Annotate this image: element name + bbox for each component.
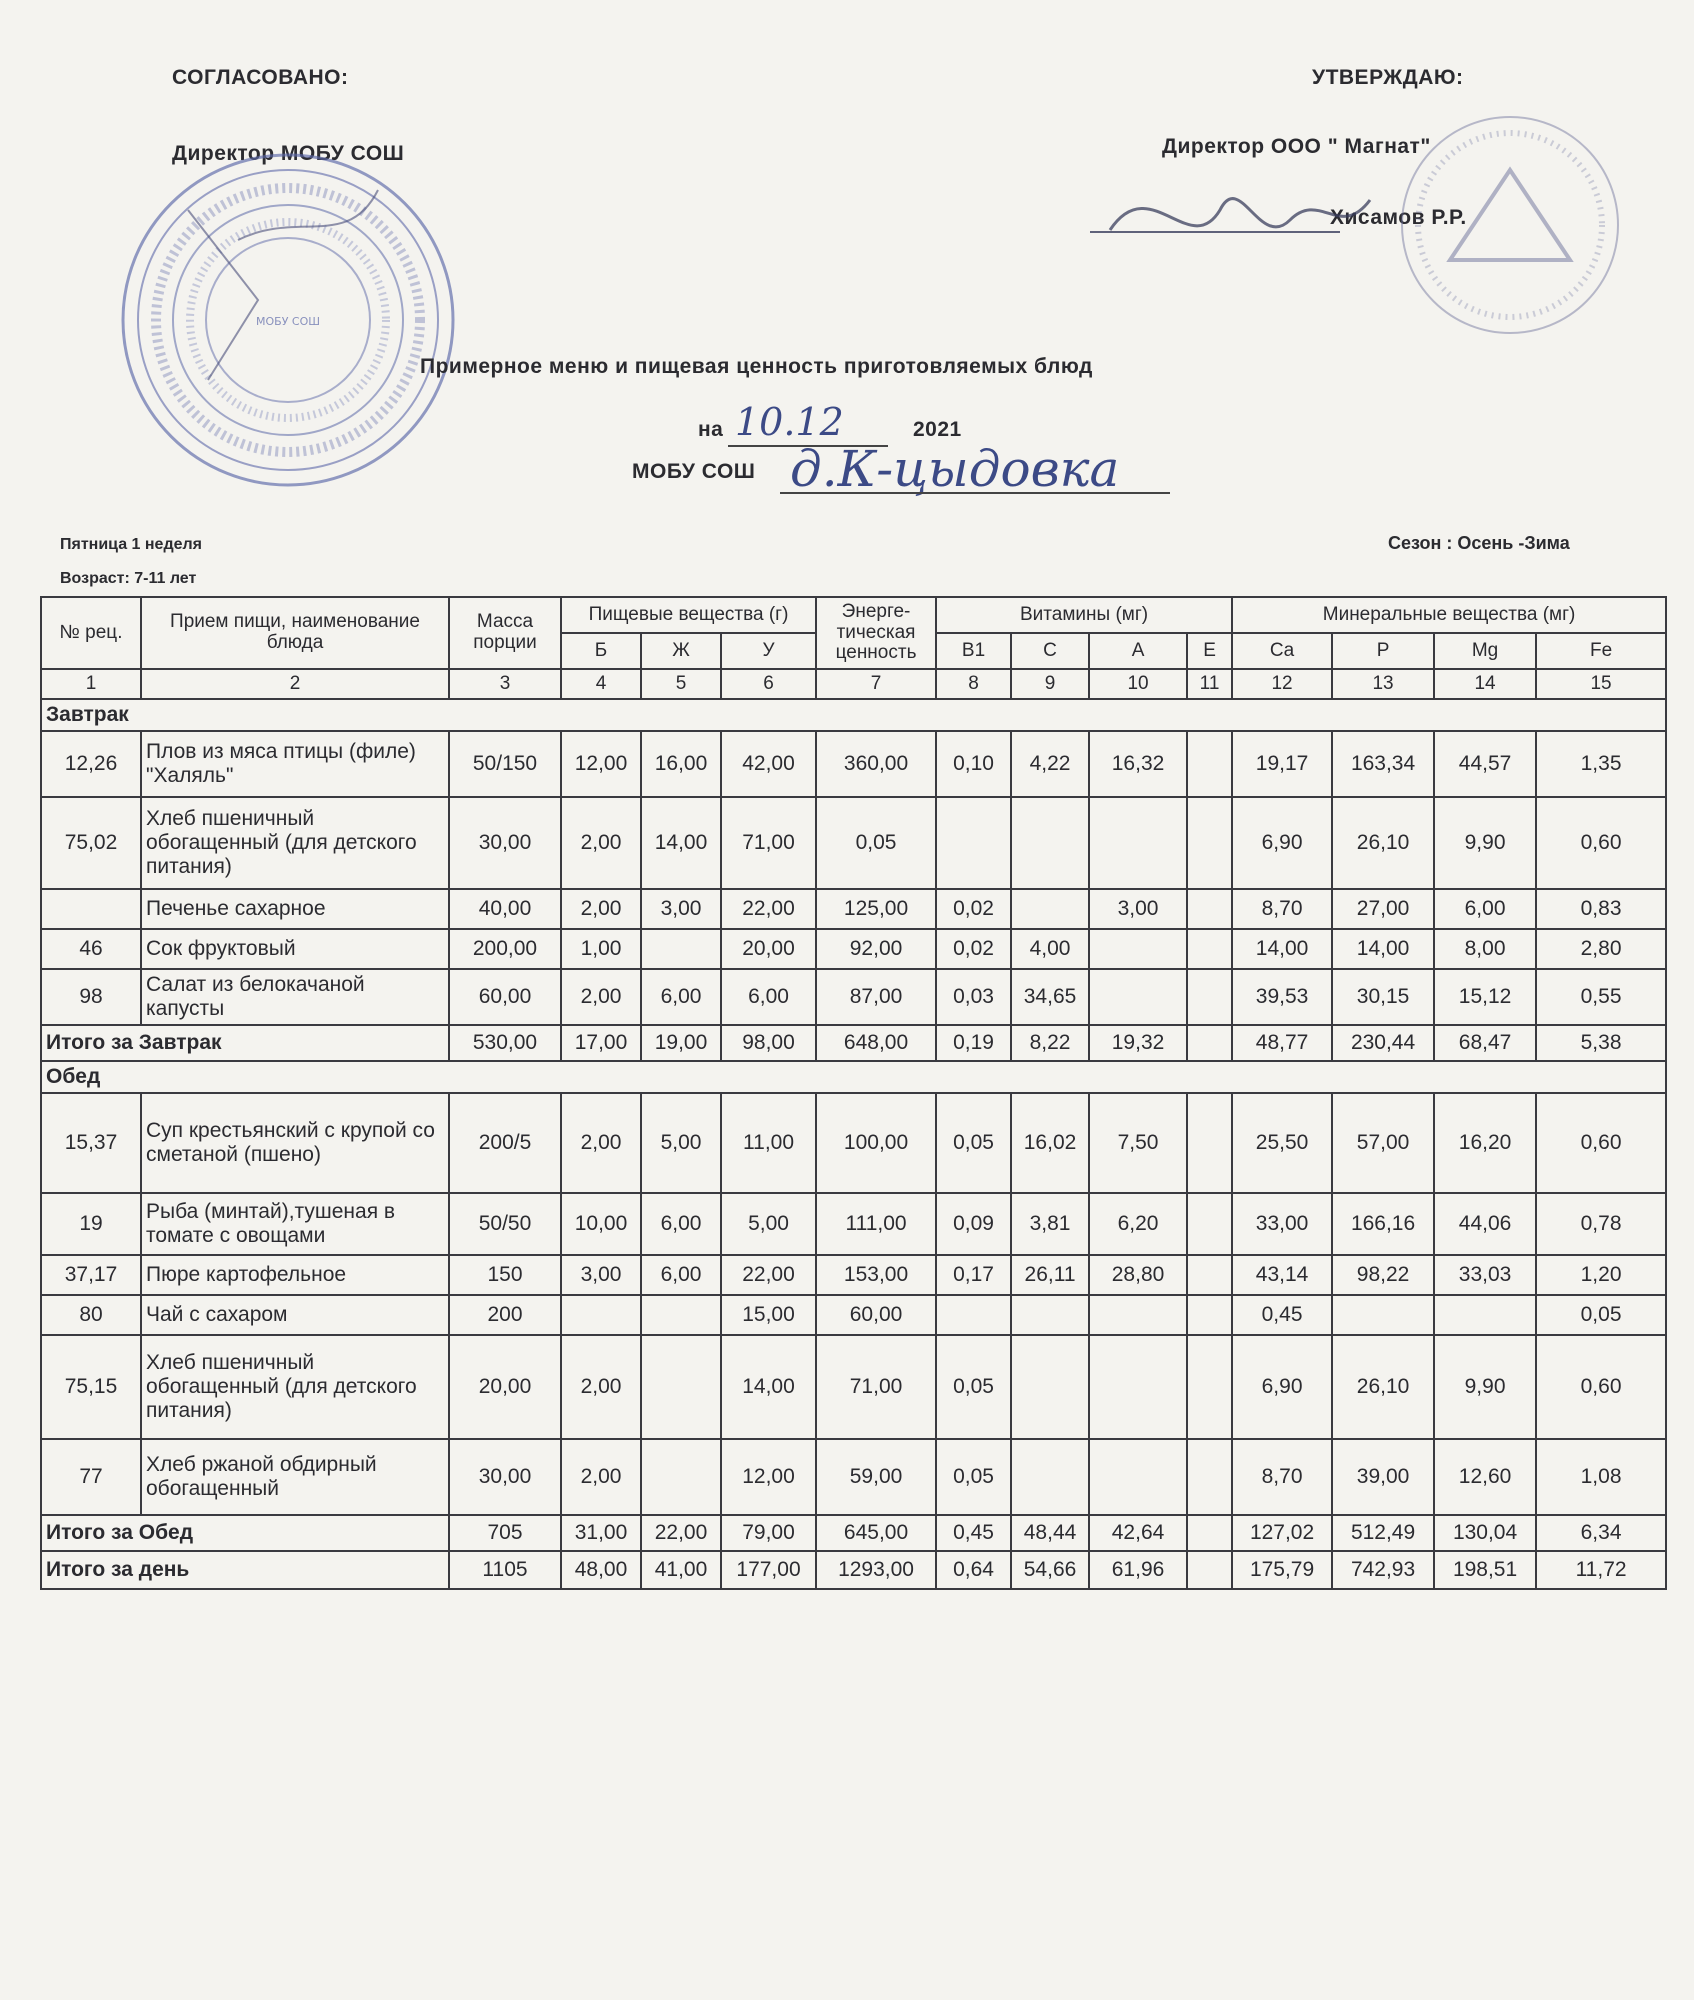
- total-value: [1187, 1025, 1232, 1061]
- value-cell: 11,00: [721, 1093, 816, 1193]
- signature-and-stamp-right: [1090, 110, 1650, 350]
- value-cell: 0,17: [936, 1255, 1011, 1295]
- column-index-cell: 14: [1434, 669, 1536, 699]
- value-cell: 44,06: [1434, 1193, 1536, 1255]
- value-cell: 0,02: [936, 929, 1011, 969]
- value-cell: 0,55: [1536, 969, 1666, 1025]
- value-cell: 33,03: [1434, 1255, 1536, 1295]
- value-cell: 98,22: [1332, 1255, 1434, 1295]
- subheader-cell: У: [721, 633, 816, 669]
- value-cell: 200: [449, 1295, 561, 1335]
- value-cell: 0,02: [936, 889, 1011, 929]
- rec-no-cell: 75,15: [41, 1335, 141, 1439]
- total-value: 5,38: [1536, 1025, 1666, 1061]
- season-label: Сезон : Осень -Зима: [1388, 533, 1570, 553]
- value-cell: 0,10: [936, 731, 1011, 797]
- section-total-row: [41, 1515, 1666, 1551]
- table-row: [41, 1093, 1666, 1193]
- day-total-value: 11,72: [1536, 1551, 1666, 1589]
- value-cell: 6,00: [721, 969, 816, 1025]
- total-value: 648,00: [816, 1025, 936, 1061]
- value-cell: 2,80: [1536, 929, 1666, 969]
- value-cell: 34,65: [1011, 969, 1089, 1025]
- total-label: Итого за Завтрак: [41, 1025, 449, 1061]
- value-cell: 125,00: [816, 889, 936, 929]
- value-cell: 6,90: [1232, 797, 1332, 889]
- subheader-cell: A: [1089, 633, 1187, 669]
- value-cell: 12,00: [561, 731, 641, 797]
- value-cell: 6,00: [641, 1255, 721, 1295]
- column-index-cell: 13: [1332, 669, 1434, 699]
- total-value: [1187, 1515, 1232, 1551]
- value-cell: 16,20: [1434, 1093, 1536, 1193]
- total-value: 48,44: [1011, 1515, 1089, 1551]
- header-rec-no: № рец.: [41, 597, 141, 669]
- value-cell: [1187, 1255, 1232, 1295]
- value-cell: 2,00: [561, 797, 641, 889]
- column-index-cell: 2: [141, 669, 449, 699]
- value-cell: 6,00: [1434, 889, 1536, 929]
- value-cell: 2,00: [561, 1093, 641, 1193]
- total-value: 645,00: [816, 1515, 936, 1551]
- total-value: 79,00: [721, 1515, 816, 1551]
- value-cell: 3,00: [1089, 889, 1187, 929]
- column-index-cell: 11: [1187, 669, 1232, 699]
- dish-name-cell: Рыба (минтай),тушеная в томате с овощами: [141, 1193, 449, 1255]
- date-year: 2021: [913, 418, 962, 441]
- value-cell: 9,90: [1434, 1335, 1536, 1439]
- rec-no-cell: 46: [41, 929, 141, 969]
- rec-no-cell: 80: [41, 1295, 141, 1335]
- value-cell: 1,00: [561, 929, 641, 969]
- header-vitamins: Витамины (мг): [936, 597, 1232, 633]
- day-total-row: [41, 1551, 1666, 1589]
- table-row: [41, 1439, 1666, 1515]
- value-cell: 4,22: [1011, 731, 1089, 797]
- value-cell: 6,00: [641, 969, 721, 1025]
- subheader-cell: Б: [561, 633, 641, 669]
- value-cell: [1011, 797, 1089, 889]
- value-cell: 2,00: [561, 969, 641, 1025]
- value-cell: 14,00: [1232, 929, 1332, 969]
- value-cell: 92,00: [816, 929, 936, 969]
- day-total-value: 41,00: [641, 1551, 721, 1589]
- value-cell: 44,57: [1434, 731, 1536, 797]
- total-value: 8,22: [1011, 1025, 1089, 1061]
- table-row: [41, 1255, 1666, 1295]
- value-cell: 3,81: [1011, 1193, 1089, 1255]
- value-cell: [1187, 1093, 1232, 1193]
- dish-name-cell: Хлеб пшеничный обогащенный (для детского питания): [141, 797, 449, 889]
- total-value: 48,77: [1232, 1025, 1332, 1061]
- column-index-cell: 10: [1089, 669, 1187, 699]
- approval-right-title: УТВЕРЖДАЮ:: [1312, 66, 1464, 89]
- day-total-value: 198,51: [1434, 1551, 1536, 1589]
- dish-name-cell: Хлеб ржаной обдирный обогащенный: [141, 1439, 449, 1515]
- total-value: 68,47: [1434, 1025, 1536, 1061]
- value-cell: [641, 929, 721, 969]
- value-cell: [1187, 797, 1232, 889]
- value-cell: 15,12: [1434, 969, 1536, 1025]
- value-cell: 39,53: [1232, 969, 1332, 1025]
- approval-left-line: Директор МОБУ СОШ: [172, 142, 405, 165]
- value-cell: 60,00: [816, 1295, 936, 1335]
- total-value: 19,32: [1089, 1025, 1187, 1061]
- school-handwritten: д.К-цыдовка: [790, 440, 1120, 498]
- value-cell: 28,80: [1089, 1255, 1187, 1295]
- value-cell: 26,11: [1011, 1255, 1089, 1295]
- total-label: Итого за Обед: [41, 1515, 449, 1551]
- value-cell: [1011, 1295, 1089, 1335]
- section-title: Обед: [41, 1061, 1666, 1093]
- column-index-cell: 15: [1536, 669, 1666, 699]
- value-cell: 5,00: [641, 1093, 721, 1193]
- table-header-row: [41, 597, 1666, 633]
- week-label: Пятница 1 неделя: [60, 536, 203, 553]
- stamp-text: МОБУ СОШ: [256, 315, 320, 328]
- value-cell: 6,90: [1232, 1335, 1332, 1439]
- value-cell: [1089, 969, 1187, 1025]
- total-value: 42,64: [1089, 1515, 1187, 1551]
- rec-no-cell: 77: [41, 1439, 141, 1515]
- value-cell: 150: [449, 1255, 561, 1295]
- value-cell: 30,15: [1332, 969, 1434, 1025]
- subheader-cell: Mg: [1434, 633, 1536, 669]
- school-label: МОБУ СОШ: [632, 460, 756, 483]
- subheader-cell: P: [1332, 633, 1434, 669]
- value-cell: [936, 1295, 1011, 1335]
- dish-name-cell: Хлеб пшеничный обогащенный (для детского питания): [141, 1335, 449, 1439]
- header-meal: Прием пищи, наименование блюда: [141, 597, 449, 669]
- header-energy: Энерге-тическая ценность: [816, 597, 936, 669]
- subheader-cell: Ж: [641, 633, 721, 669]
- date-handwritten: 10.12: [735, 400, 844, 444]
- column-index-cell: 9: [1011, 669, 1089, 699]
- value-cell: 0,05: [936, 1335, 1011, 1439]
- value-cell: 22,00: [721, 1255, 816, 1295]
- value-cell: 19,17: [1232, 731, 1332, 797]
- value-cell: 26,10: [1332, 1335, 1434, 1439]
- day-total-label: Итого за день: [41, 1551, 449, 1589]
- section-row: [41, 699, 1666, 731]
- total-value: 512,49: [1332, 1515, 1434, 1551]
- value-cell: 12,60: [1434, 1439, 1536, 1515]
- column-index-row: [41, 669, 1666, 699]
- value-cell: 9,90: [1434, 797, 1536, 889]
- value-cell: 5,00: [721, 1193, 816, 1255]
- subheader-cell: В1: [936, 633, 1011, 669]
- table-row: [41, 1335, 1666, 1439]
- value-cell: 30,00: [449, 797, 561, 889]
- total-value: 127,02: [1232, 1515, 1332, 1551]
- value-cell: [1187, 929, 1232, 969]
- table-row: [41, 797, 1666, 889]
- header-mass: Масса порции: [449, 597, 561, 669]
- value-cell: 15,00: [721, 1295, 816, 1335]
- total-value: 705: [449, 1515, 561, 1551]
- rec-no-cell: [41, 889, 141, 929]
- value-cell: 25,50: [1232, 1093, 1332, 1193]
- dish-name-cell: Печенье сахарное: [141, 889, 449, 929]
- value-cell: 8,70: [1232, 1439, 1332, 1515]
- dish-name-cell: Пюре картофельное: [141, 1255, 449, 1295]
- value-cell: [1011, 1335, 1089, 1439]
- approval-right-signatory: Хисамов Р.Р.: [1330, 206, 1467, 229]
- value-cell: [1434, 1295, 1536, 1335]
- value-cell: 87,00: [816, 969, 936, 1025]
- rec-no-cell: 15,37: [41, 1093, 141, 1193]
- column-index-cell: 5: [641, 669, 721, 699]
- value-cell: 0,09: [936, 1193, 1011, 1255]
- table-row: [41, 1295, 1666, 1335]
- column-index-cell: 7: [816, 669, 936, 699]
- value-cell: 0,05: [936, 1439, 1011, 1515]
- section-title: Завтрак: [41, 699, 1666, 731]
- value-cell: [641, 1335, 721, 1439]
- approval-right-line: Директор ООО " Магнат": [1162, 135, 1431, 158]
- value-cell: [1089, 1295, 1187, 1335]
- subheader-cell: E: [1187, 633, 1232, 669]
- value-cell: [1089, 1335, 1187, 1439]
- value-cell: 0,60: [1536, 797, 1666, 889]
- total-value: 98,00: [721, 1025, 816, 1061]
- value-cell: 71,00: [721, 797, 816, 889]
- value-cell: [1332, 1295, 1434, 1335]
- total-value: 31,00: [561, 1515, 641, 1551]
- rec-no-cell: 19: [41, 1193, 141, 1255]
- total-value: 230,44: [1332, 1025, 1434, 1061]
- subheader-cell: C: [1011, 633, 1089, 669]
- day-total-value: 175,79: [1232, 1551, 1332, 1589]
- rec-no-cell: 37,17: [41, 1255, 141, 1295]
- value-cell: 27,00: [1332, 889, 1434, 929]
- value-cell: 20,00: [449, 1335, 561, 1439]
- value-cell: 200,00: [449, 929, 561, 969]
- value-cell: [641, 1439, 721, 1515]
- rec-no-cell: 98: [41, 969, 141, 1025]
- column-index-cell: 4: [561, 669, 641, 699]
- value-cell: 14,00: [641, 797, 721, 889]
- value-cell: 0,60: [1536, 1093, 1666, 1193]
- rec-no-cell: 12,26: [41, 731, 141, 797]
- value-cell: 3,00: [561, 1255, 641, 1295]
- value-cell: 1,20: [1536, 1255, 1666, 1295]
- value-cell: 22,00: [721, 889, 816, 929]
- value-cell: 12,00: [721, 1439, 816, 1515]
- value-cell: 360,00: [816, 731, 936, 797]
- value-cell: [1187, 731, 1232, 797]
- value-cell: 33,00: [1232, 1193, 1332, 1255]
- dish-name-cell: Чай с сахаром: [141, 1295, 449, 1335]
- total-value: 19,00: [641, 1025, 721, 1061]
- value-cell: 0,60: [1536, 1335, 1666, 1439]
- value-cell: 20,00: [721, 929, 816, 969]
- value-cell: 0,83: [1536, 889, 1666, 929]
- value-cell: 0,05: [1536, 1295, 1666, 1335]
- table-row: [41, 929, 1666, 969]
- value-cell: [561, 1295, 641, 1335]
- value-cell: 50/50: [449, 1193, 561, 1255]
- day-total-value: [1187, 1551, 1232, 1589]
- day-total-value: 61,96: [1089, 1551, 1187, 1589]
- value-cell: 16,00: [641, 731, 721, 797]
- value-cell: [1187, 889, 1232, 929]
- table-row: [41, 969, 1666, 1025]
- total-value: 130,04: [1434, 1515, 1536, 1551]
- total-value: 0,19: [936, 1025, 1011, 1061]
- value-cell: 4,00: [1011, 929, 1089, 969]
- value-cell: 59,00: [816, 1439, 936, 1515]
- approval-left-title: СОГЛАСОВАНО:: [172, 66, 349, 89]
- value-cell: 3,00: [641, 889, 721, 929]
- value-cell: [1187, 969, 1232, 1025]
- value-cell: 26,10: [1332, 797, 1434, 889]
- value-cell: [1089, 929, 1187, 969]
- value-cell: 10,00: [561, 1193, 641, 1255]
- total-value: 6,34: [1536, 1515, 1666, 1551]
- table-row: [41, 731, 1666, 797]
- value-cell: 2,00: [561, 1439, 641, 1515]
- section-row: [41, 1061, 1666, 1093]
- document-title: Примерное меню и пищевая ценность приготовляемых блюд: [420, 355, 1093, 378]
- value-cell: [1187, 1295, 1232, 1335]
- value-cell: 100,00: [816, 1093, 936, 1193]
- subheader-cell: Fe: [1536, 633, 1666, 669]
- value-cell: 30,00: [449, 1439, 561, 1515]
- menu-table-body: [41, 597, 1666, 1589]
- dish-name-cell: Сок фруктовый: [141, 929, 449, 969]
- value-cell: 1,08: [1536, 1439, 1666, 1515]
- value-cell: 42,00: [721, 731, 816, 797]
- value-cell: 0,03: [936, 969, 1011, 1025]
- value-cell: 71,00: [816, 1335, 936, 1439]
- day-total-value: 48,00: [561, 1551, 641, 1589]
- day-total-value: 1105: [449, 1551, 561, 1589]
- value-cell: [1011, 1439, 1089, 1515]
- column-index-cell: 3: [449, 669, 561, 699]
- value-cell: 0,05: [936, 1093, 1011, 1193]
- day-total-value: 177,00: [721, 1551, 816, 1589]
- total-value: 22,00: [641, 1515, 721, 1551]
- value-cell: 16,32: [1089, 731, 1187, 797]
- value-cell: 163,34: [1332, 731, 1434, 797]
- value-cell: 1,35: [1536, 731, 1666, 797]
- day-total-value: 54,66: [1011, 1551, 1089, 1589]
- value-cell: 111,00: [816, 1193, 936, 1255]
- value-cell: 60,00: [449, 969, 561, 1025]
- value-cell: 6,00: [641, 1193, 721, 1255]
- table-row: [41, 1193, 1666, 1255]
- header-minerals: Минеральные вещества (мг): [1232, 597, 1666, 633]
- value-cell: 2,00: [561, 1335, 641, 1439]
- value-cell: 153,00: [816, 1255, 936, 1295]
- total-value: 530,00: [449, 1025, 561, 1061]
- value-cell: 6,20: [1089, 1193, 1187, 1255]
- value-cell: 14,00: [721, 1335, 816, 1439]
- value-cell: 0,78: [1536, 1193, 1666, 1255]
- column-index-cell: 8: [936, 669, 1011, 699]
- value-cell: 2,00: [561, 889, 641, 929]
- school-underline: [780, 492, 1170, 494]
- value-cell: 14,00: [1332, 929, 1434, 969]
- header-nutrients: Пищевые вещества (г): [561, 597, 816, 633]
- table-row: [41, 889, 1666, 929]
- column-index-cell: 12: [1232, 669, 1332, 699]
- date-prefix: на: [698, 418, 724, 441]
- value-cell: [1011, 889, 1089, 929]
- dish-name-cell: Плов из мяса птицы (филе) "Халяль": [141, 731, 449, 797]
- rec-no-cell: 75,02: [41, 797, 141, 889]
- day-total-value: 0,64: [936, 1551, 1011, 1589]
- value-cell: [641, 1295, 721, 1335]
- column-index-cell: 1: [41, 669, 141, 699]
- value-cell: 57,00: [1332, 1093, 1434, 1193]
- value-cell: 0,05: [816, 797, 936, 889]
- age-label: Возраст: 7-11 лет: [60, 570, 197, 587]
- day-total-value: 1293,00: [816, 1551, 936, 1589]
- subheader-cell: Ca: [1232, 633, 1332, 669]
- value-cell: 0,45: [1232, 1295, 1332, 1335]
- value-cell: 8,00: [1434, 929, 1536, 969]
- column-index-cell: 6: [721, 669, 816, 699]
- value-cell: 40,00: [449, 889, 561, 929]
- value-cell: [1089, 1439, 1187, 1515]
- value-cell: 50/150: [449, 731, 561, 797]
- value-cell: 200/5: [449, 1093, 561, 1193]
- value-cell: [1187, 1193, 1232, 1255]
- value-cell: 43,14: [1232, 1255, 1332, 1295]
- value-cell: 39,00: [1332, 1439, 1434, 1515]
- dish-name-cell: Суп крестьянский с крупой со сметаной (пшено): [141, 1093, 449, 1193]
- day-total-value: 742,93: [1332, 1551, 1434, 1589]
- menu-table: [40, 596, 1667, 1590]
- value-cell: [1089, 797, 1187, 889]
- value-cell: 7,50: [1089, 1093, 1187, 1193]
- value-cell: [1187, 1439, 1232, 1515]
- value-cell: [1187, 1335, 1232, 1439]
- total-value: 0,45: [936, 1515, 1011, 1551]
- round-stamp-left: [118, 150, 458, 490]
- value-cell: 166,16: [1332, 1193, 1434, 1255]
- value-cell: [936, 797, 1011, 889]
- section-total-row: [41, 1025, 1666, 1061]
- value-cell: 16,02: [1011, 1093, 1089, 1193]
- value-cell: 8,70: [1232, 889, 1332, 929]
- total-value: 17,00: [561, 1025, 641, 1061]
- dish-name-cell: Салат из белокачаной капусты: [141, 969, 449, 1025]
